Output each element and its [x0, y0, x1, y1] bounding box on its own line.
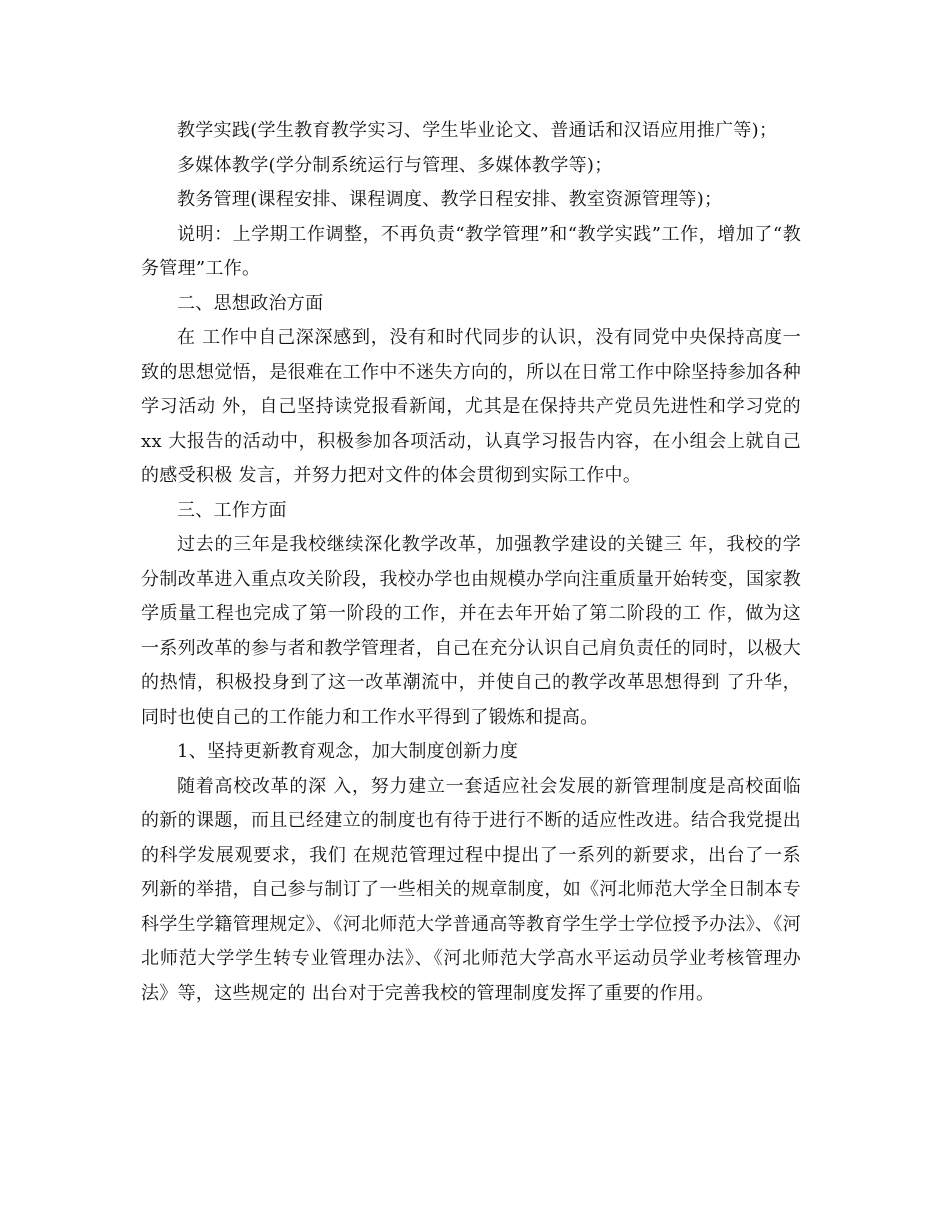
paragraph-explanation: 说明：上学期工作调整，不再负责“教学管理”和“教学实践”工作，增加了“教务管理”工作。 — [141, 223, 801, 279]
paragraph-political-thought: 在 工作中自己深深感到，没有和时代同步的认识，没有同党中央保持高度一致的思想觉悟，是很难在工作中不迷失方向的，所以在日常工作中除坚持参加各种学习活动 外，自己坚持读党报看新闻，尤其是在保持共产党员先进性和学习党的 xx 大报告的活动中，积极参加各项活动，认真学习报告内容，在小组会上就自己的感受积极 发言，并努力把对文件的体会贯彻到实际工作中。 — [141, 327, 801, 486]
paragraph-institutional-innovation: 随着高校改革的深 入，努力建立一套适应社会发展的新管理制度是高校面临的新的课题，而且已经建立的制度也有待于进行不断的适应性改进。结合我党提出的科学发展观要求，我们 在规范管理过程中提出了一系列的新要求，出台了一系列新的举措，自己参与制订了一些相关的规章制度，如《河北师范大学全日制本专科学生学籍管理规定》、《河北师范大学普通高等教育学生学士学位授予办法》、《河北师范大学学生转专业管理办法》、《河北师范大学高水平运动员学业考核管理办法》等，这些规定的 出台对于完善我校的管理制度发挥了重要的作用。 — [141, 775, 801, 1004]
subsection-heading-education-concepts: 1、坚持更新教育观念，加大制度创新力度 — [177, 741, 519, 762]
section-heading-political-thought: 二、思想政治方面 — [177, 292, 324, 314]
paragraph-academic-affairs: 教务管理(课程安排、课程调度、教学日程安排、教室资源管理等)； — [177, 189, 723, 210]
document-page — [141, 114, 801, 1011]
paragraph-work-overview: 过去的三年是我校继续深化教学改革，加强教学建设的关键三 年，我校的学分制改革进入重点攻关阶段，我校办学也由规模办学向注重质量开始转变，国家教学质量工程也完成了第一阶段的工作，并在去年开始了第二阶段的工 作，做为这一系列改革的参与者和教学管理者，自己在充分认识自己肩负责任的同时，以极大的热情，积极投身到了这一改革潮流中，并使自己的教学改革思想得到 了升华，同时也使自己的工作能力和工作水平得到了锻炼和提高。 — [141, 534, 801, 728]
section-heading-work: 三、工作方面 — [177, 499, 287, 521]
paragraph-multimedia-teaching: 多媒体教学(学分制系统运行与管理、多媒体教学等)； — [177, 154, 613, 176]
paragraph-teaching-practice: 教学实践(学生教育教学实习、学生毕业论文、普通话和汉语应用推广等)； — [177, 120, 778, 141]
